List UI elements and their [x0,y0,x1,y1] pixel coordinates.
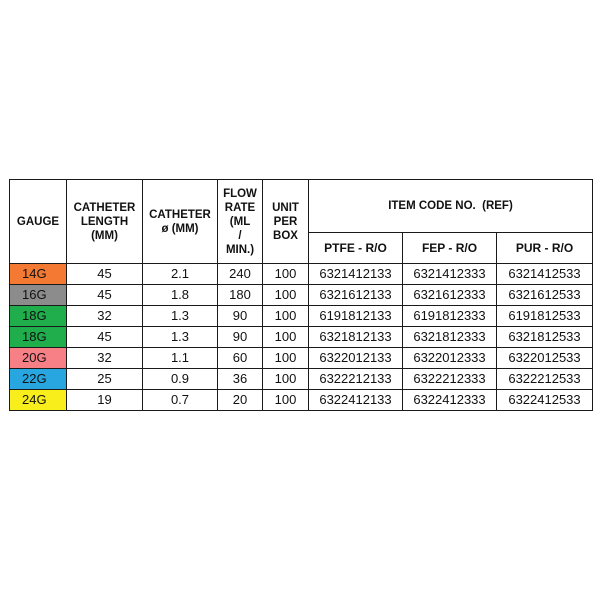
flow-rate-cell: 60 [218,348,263,369]
pur-code-cell: 6322212533 [497,369,593,390]
diameter-cell: 0.7 [143,390,218,411]
pur-code-cell: 6322412533 [497,390,593,411]
diameter-cell: 1.8 [143,285,218,306]
ptfe-code-cell: 6321412133 [309,264,403,285]
length-cell: 19 [67,390,143,411]
table-body [10,264,593,411]
unit-per-box-cell: 100 [263,348,309,369]
header-catheter-diameter [143,180,218,264]
catheter-spec-table-container [9,179,592,411]
gauge-cell: 18G [10,306,67,327]
table-row [10,327,593,348]
ptfe-code-cell: 6322012133 [309,348,403,369]
table-row [10,348,593,369]
fep-code-cell: 6191812333 [403,306,497,327]
header-flow-rate-line-2: RATE [224,201,256,214]
header-pur: PUR - R/O [497,233,593,264]
diameter-cell: 1.3 [143,306,218,327]
header-catheter-length-line-1: CATHETER [73,201,136,214]
header-unit-per-box-line-2: PER [273,215,298,228]
length-cell: 32 [67,348,143,369]
diameter-cell: 2.1 [143,264,218,285]
gauge-cell: 14G [10,264,67,285]
flow-rate-cell: 240 [218,264,263,285]
ptfe-code-cell: 6322212133 [309,369,403,390]
ptfe-code-cell: 6191812133 [309,306,403,327]
unit-per-box-cell: 100 [263,285,309,306]
header-catheter-diameter-line-2: ø (MM) [161,222,199,235]
header-flow-rate-line-4: / [238,229,242,242]
pur-code-cell: 6321612533 [497,285,593,306]
header-ptfe: PTFE - R/O [309,233,403,264]
table-row [10,390,593,411]
unit-per-box-cell: 100 [263,327,309,348]
length-cell: 45 [67,264,143,285]
header-unit-per-box [263,180,309,264]
gauge-cell: 16G [10,285,67,306]
length-cell: 45 [67,327,143,348]
flow-rate-cell: 36 [218,369,263,390]
unit-per-box-cell: 100 [263,306,309,327]
diameter-cell: 1.1 [143,348,218,369]
header-catheter-length-line-3: (MM) [91,229,118,242]
unit-per-box-cell: 100 [263,264,309,285]
fep-code-cell: 6322012333 [403,348,497,369]
fep-code-cell: 6321812333 [403,327,497,348]
pur-code-cell: 6322012533 [497,348,593,369]
header-item-code: ITEM CODE NO. (REF) [309,180,593,233]
ptfe-code-cell: 6321612133 [309,285,403,306]
flow-rate-cell: 20 [218,390,263,411]
table-row [10,285,593,306]
ptfe-code-cell: 6321812133 [309,327,403,348]
table-row [10,306,593,327]
table-row [10,264,593,285]
fep-code-cell: 6321412333 [403,264,497,285]
fep-code-cell: 6321612333 [403,285,497,306]
header-flow-rate [218,180,263,264]
header-unit-per-box-line-1: UNIT [272,201,299,214]
ptfe-code-cell: 6322412133 [309,390,403,411]
pur-code-cell: 6191812533 [497,306,593,327]
gauge-cell: 24G [10,390,67,411]
fep-code-cell: 6322212333 [403,369,497,390]
table-row [10,369,593,390]
length-cell: 25 [67,369,143,390]
flow-rate-cell: 90 [218,306,263,327]
fep-code-cell: 6322412333 [403,390,497,411]
header-row-top [10,180,593,233]
header-catheter-length-line-2: LENGTH [80,215,129,228]
header-flow-rate-line-5: MIN.) [225,243,255,256]
unit-per-box-cell: 100 [263,369,309,390]
header-fep: FEP - R/O [403,233,497,264]
catheter-spec-table [9,179,593,411]
pur-code-cell: 6321812533 [497,327,593,348]
header-flow-rate-line-1: FLOW [223,187,257,200]
diameter-cell: 1.3 [143,327,218,348]
gauge-cell: 22G [10,369,67,390]
header-unit-per-box-line-3: BOX [273,229,298,242]
unit-per-box-cell: 100 [263,390,309,411]
length-cell: 45 [67,285,143,306]
header-catheter-length [67,180,143,264]
pur-code-cell: 6321412533 [497,264,593,285]
gauge-cell: 20G [10,348,67,369]
header-gauge: GAUGE [10,180,67,264]
diameter-cell: 0.9 [143,369,218,390]
flow-rate-cell: 90 [218,327,263,348]
header-flow-rate-line-3: (ML [229,215,251,228]
flow-rate-cell: 180 [218,285,263,306]
gauge-cell: 18G [10,327,67,348]
length-cell: 32 [67,306,143,327]
header-catheter-diameter-line-1: CATHETER [149,208,211,221]
